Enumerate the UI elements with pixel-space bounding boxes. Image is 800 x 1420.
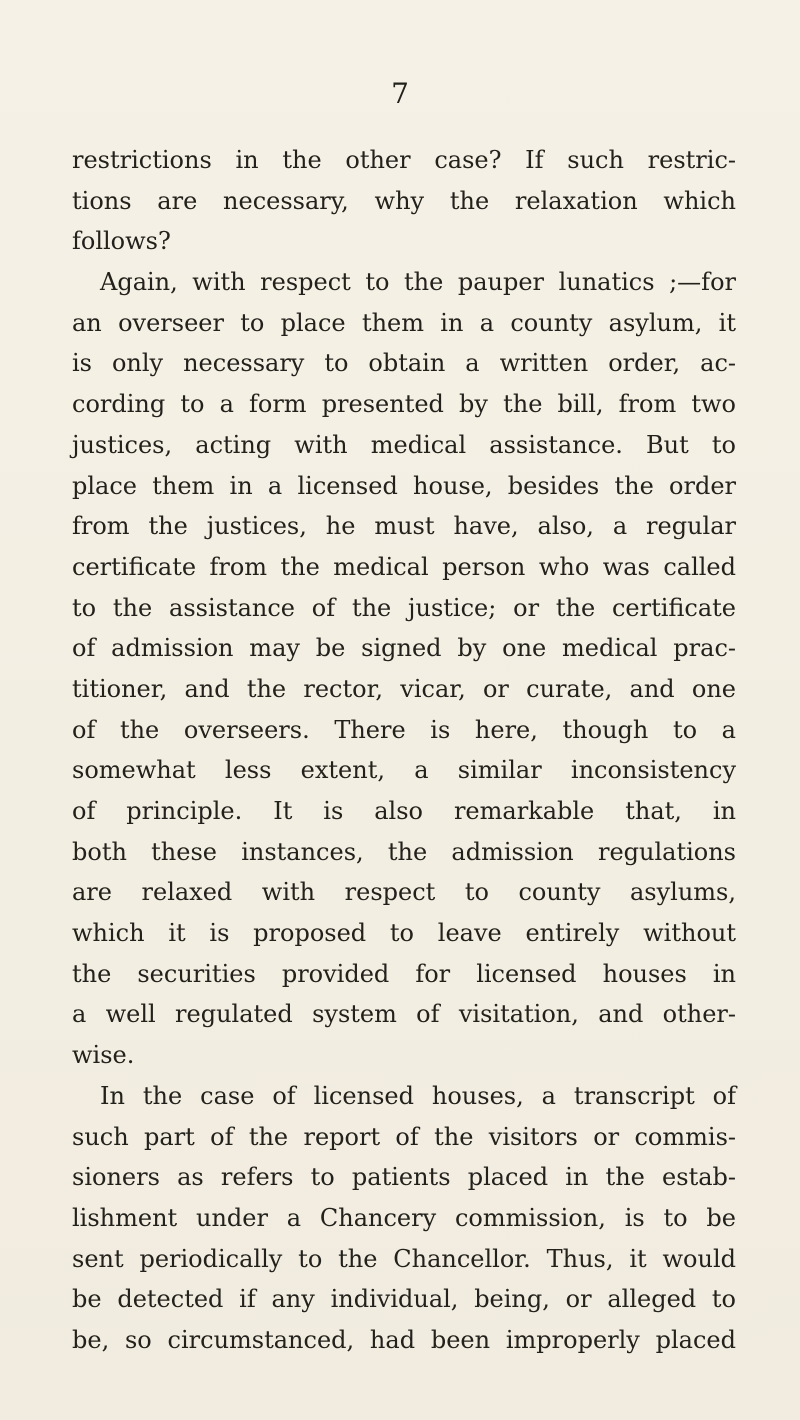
text-line: sioners as refers to patients placed in the estab- [72, 1163, 736, 1192]
text-line: of principle. It is also remarkable that, in [72, 797, 736, 825]
text-line: In the case of licensed houses, a transcript of [100, 1081, 736, 1110]
text-line: certificate from the medical person who was called [72, 552, 736, 581]
text-line: of the overseers. There is here, though to a [72, 715, 736, 744]
text-line: Again, with respect to the pauper lunatics ;—for [100, 268, 736, 297]
text-line: of admission may be signed by one medical prac- [72, 634, 736, 663]
body-text [72, 140, 736, 1361]
text-line: titioner, and the rector, vicar, or curate, and one [72, 674, 736, 703]
text-line: place them in a licensed house, besides the order [72, 471, 736, 500]
text-line: sent periodically to the Chancellor. Thus, it would [72, 1244, 736, 1273]
text-line: cording to a form presented by the bill, from two [72, 390, 736, 419]
text-line: be detected if any individual, being, or alleged to [72, 1285, 736, 1314]
text-line: somewhat less extent, a similar inconsistency [72, 756, 736, 785]
text-line: to the assistance of the justice; or the certificate [72, 593, 736, 622]
text-line: an overseer to place them in a county asylum, it [72, 308, 736, 337]
text-line: restrictions in the other case? If such restric- [72, 146, 736, 174]
text-line: is only necessary to obtain a written order, ac- [72, 349, 736, 378]
text-line: follows? [72, 227, 171, 256]
page-number: 7 [391, 77, 409, 110]
text-line: from the justices, he must have, also, a regular [72, 512, 736, 541]
text-line: the securities provided for licensed houses in [72, 959, 736, 988]
text-line: such part of the report of the visitors or commis- [72, 1122, 736, 1151]
text-line: tions are necessary, why the relaxation which [72, 186, 736, 215]
text-line: lishment under a Chancery commission, is to be [72, 1203, 736, 1232]
text-line: are relaxed with respect to county asylums, [72, 878, 736, 907]
text-line: be, so circumstanced, had been improperly placed [72, 1325, 736, 1354]
text-line: both these instances, the admission regulations [72, 837, 736, 866]
text-line: justices, acting with medical assistance. But to [72, 430, 736, 459]
text-line: which it is proposed to leave entirely without [72, 919, 736, 948]
text-line: a well regulated system of visitation, and other- [72, 1000, 736, 1029]
text-line: wise. [72, 1041, 135, 1070]
